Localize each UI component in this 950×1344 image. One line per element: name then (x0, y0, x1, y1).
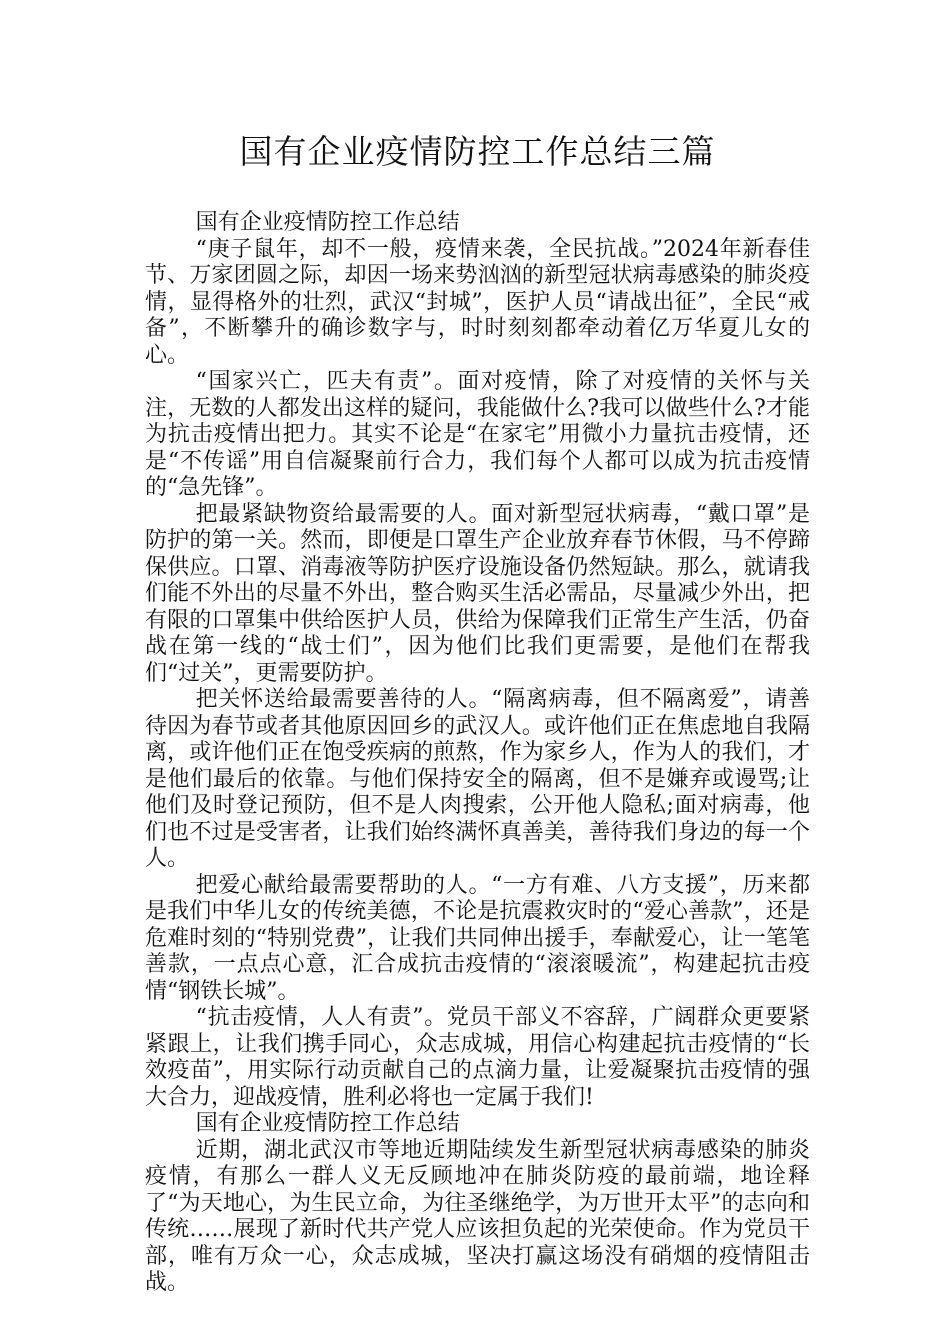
paragraph: “庚子鼠年，却不一般，疫情来袭，全民抗战。”2024年新春佳节、万家团圆之际，却因一场来势汹汹的新型冠状病毒感染的肺炎疫情，显得格外的壮烈，武汉“封城”，医护人员“请战出征”，全民“戒备”，不断攀升的确诊数字与，时时刻刻都牵动着亿万华夏儿女的心。 (145, 236, 810, 368)
section-2 (145, 1111, 810, 1297)
paragraph: “国家兴亡，匹夫有责”。面对疫情，除了对疫情的关怀与关注，无数的人都发出这样的疑问，我能做什么?我可以做些什么?才能为抗击疫情出把力。其实不论是“在家宅”用微小力量抗击疫情，还是“不传谣”用自信凝聚前行合力，我们每个人都可以成为抗击疫情的“急先锋”。 (145, 369, 810, 500)
paragraph: 近期，湖北武汉市等地近期陆续发生新型冠状病毒感染的肺炎疫情，有那么一群人义无反顾地冲在肺炎防疫的最前端，地诠释了“为天地心，为生民立命，为往圣继绝学，为万世开太平”的志向和传统……展现了新时代共产党人应该担负起的光荣使命。作为党员干部，唯有万众一心，众志成城，坚决打赢这场没有硝烟的疫情阻击战。 (145, 1137, 810, 1295)
section-heading: 国有企业疫情防控工作总结 (195, 1111, 460, 1136)
paragraph: 把关怀送给最需要善待的人。“隔离病毒，但不隔离爱”，请善待因为春节或者其他原因回乡的武汉人。或许他们正在焦虑地自我隔离，或许他们正在饱受疾病的煎熬，作为家乡人，作为人的我们，才是他们最后的依靠。与他们保持安全的隔离，但不是嫌弃或谩骂;让他们及时登记预防，但不是人肉搜索，公开他人隐私;面对病毒，他们也不过是受害者，让我们始终满怀真善美，善待我们身边的每一个人。 (145, 687, 810, 871)
section-1 (145, 210, 810, 1111)
document-title: 国有企业疫情防控工作总结三篇 (239, 132, 716, 171)
paragraph: “抗击疫情，人人有责”。党员干部义不容辞，广阔群众更要紧紧跟上，让我们携手同心，众志成城，用信心构建起抗击疫情的“长效疫苗”，用实际行动贡献自己的点滴力量，让爱凝聚抗击疫情的强大合力，迎战疫情，胜利必将也一定属于我们! (145, 1005, 810, 1110)
paragraph: 把最紧缺物资给最需要的人。面对新型冠状病毒，“戴口罩”是防护的第一关。然而，即便是口罩生产企业放弃春节休假，马不停蹄保供应。口罩、消毒液等防护医疗设施设备仍然短缺。那么，就请我们能不外出的尽量不外出，整合购买生活必需品，尽量减少外出，把有限的口罩集中供给医护人员，供给为保障我们正常生产生活，仍奋战在第一线的“战士们”，因为他们比我们更需要，是他们在帮我们“过关”，更需要防护。 (145, 501, 810, 686)
paragraph: 把爱心献给最需要帮助的人。“一方有难、八方支援”，历来都是我们中华儿女的传统美德，不论是抗震救灾时的“爱心善款”，还是危难时刻的“特别党费”，让我们共同伸出援手，奉献爱心，让一笔笔善款，一点点心意，汇合成抗击疫情的“滚滚暖流”，构建起抗击疫情“钢铁长城”。 (145, 872, 810, 1004)
document-page (145, 128, 810, 1297)
section-heading: 国有企业疫情防控工作总结 (195, 210, 460, 235)
